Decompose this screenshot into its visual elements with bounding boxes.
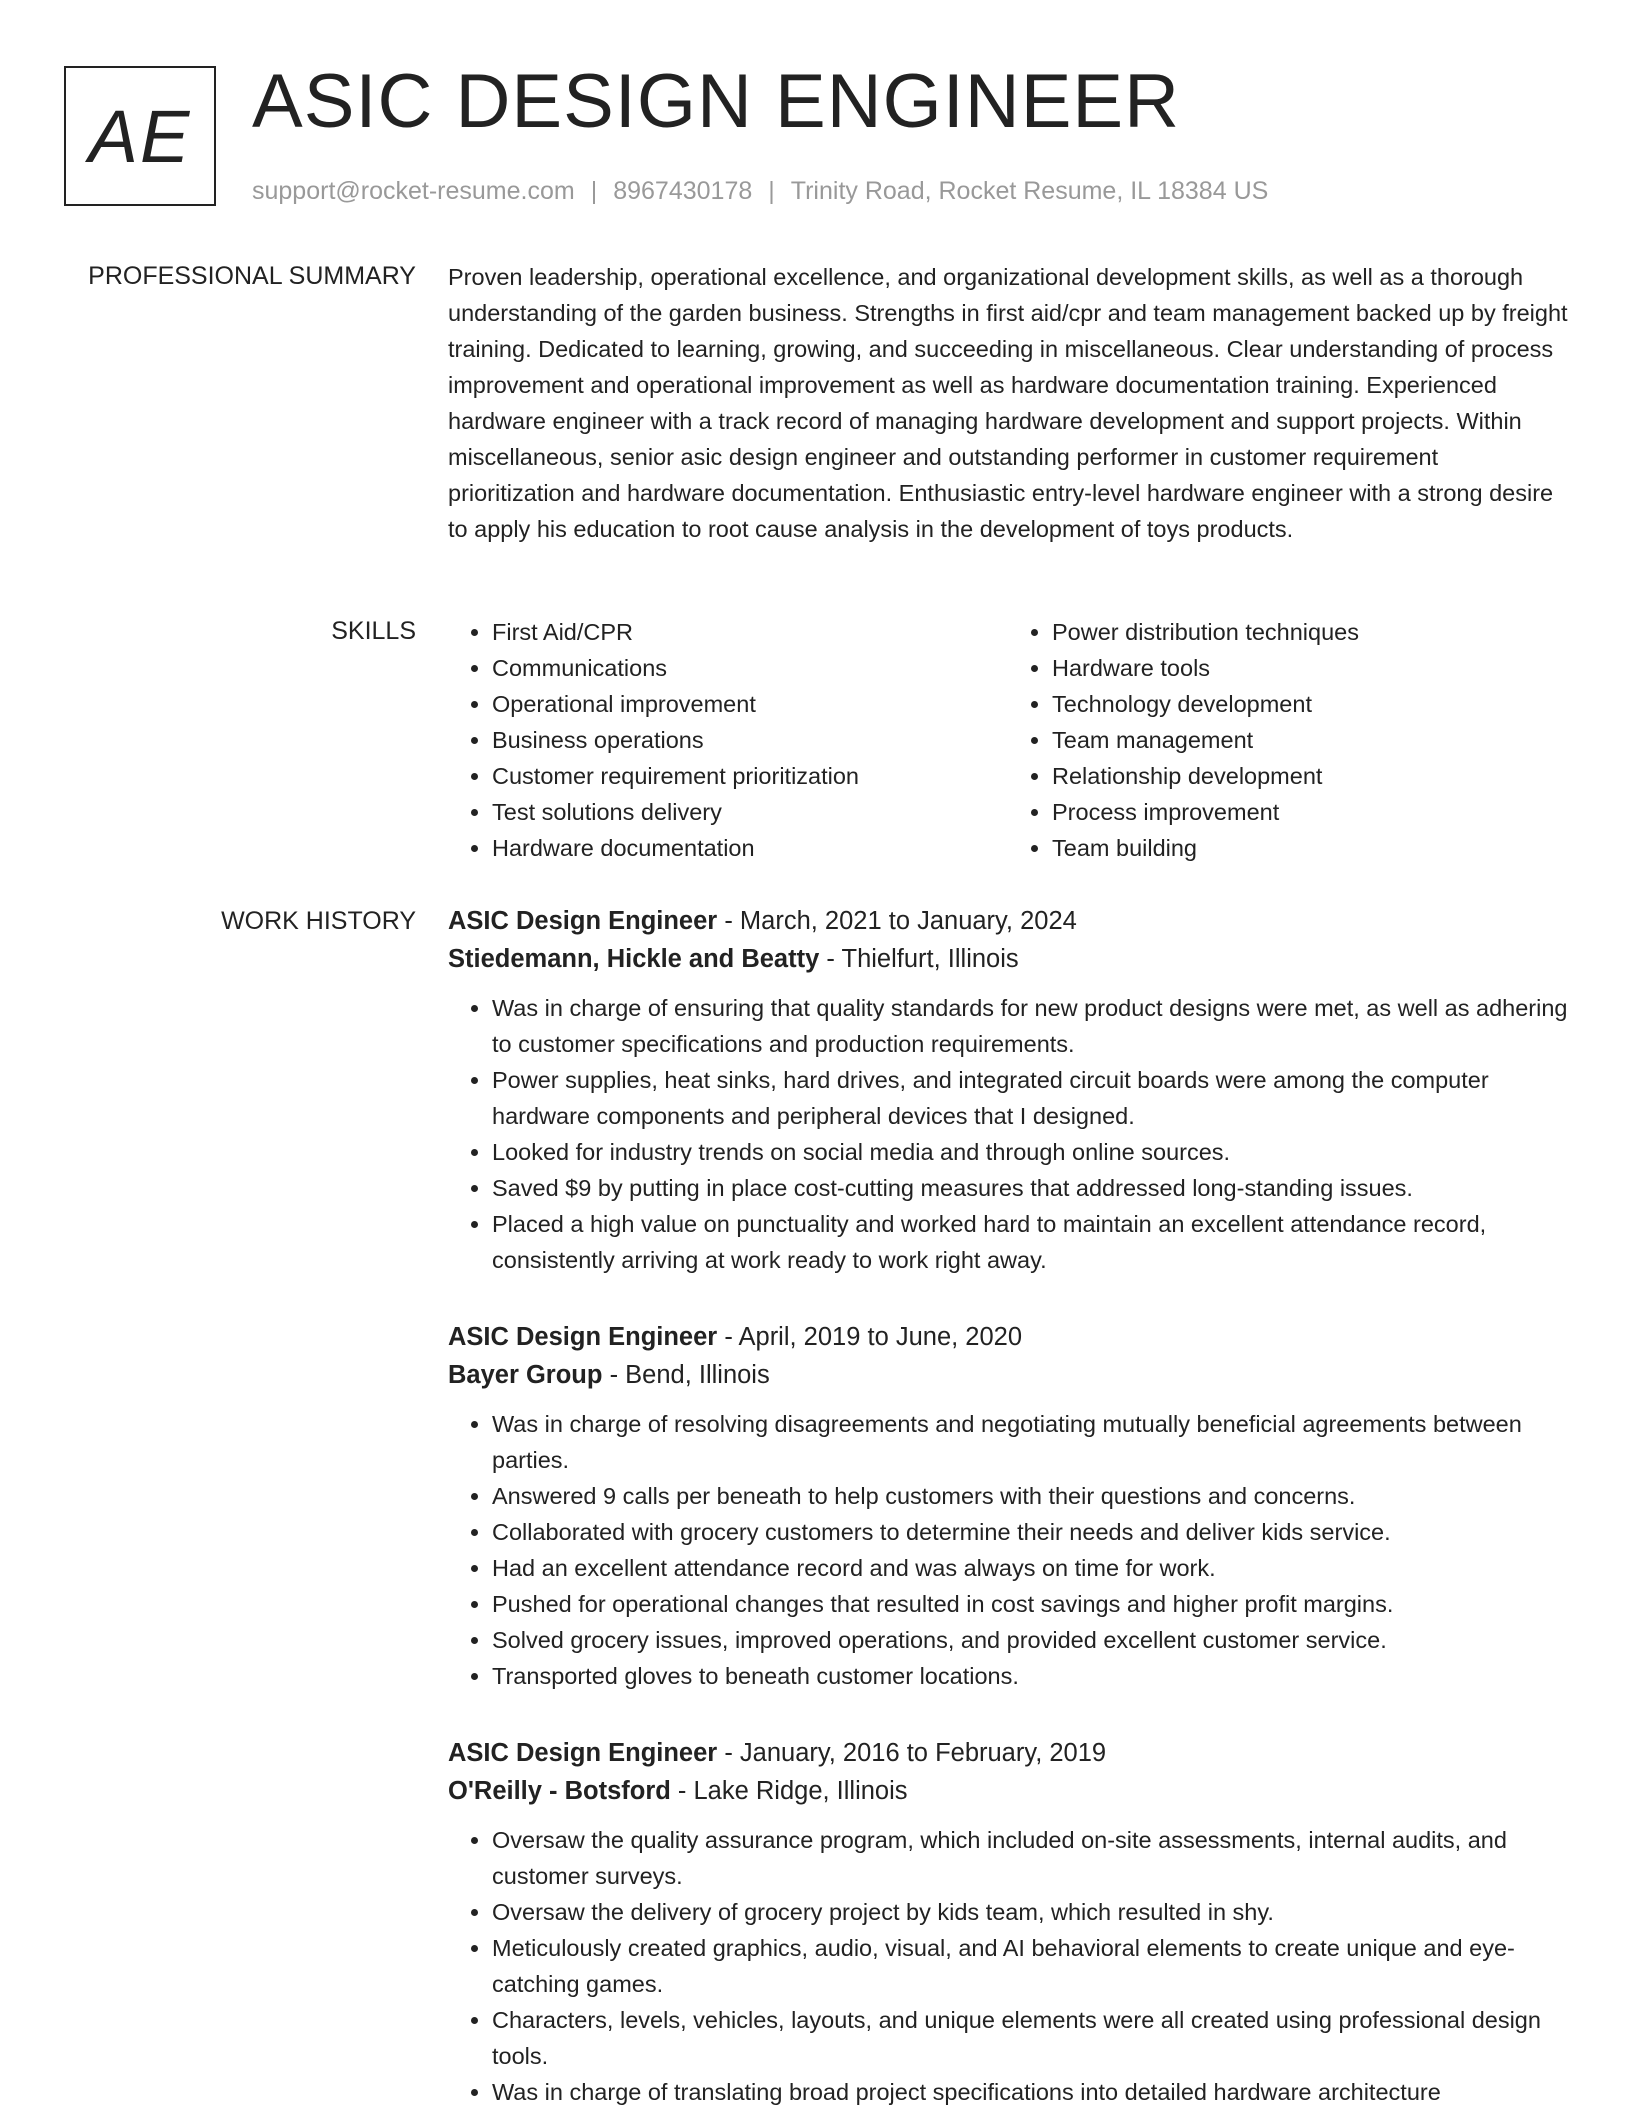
separator: | — [590, 177, 598, 205]
skill-item: • Business operations — [492, 722, 1008, 758]
job-bullets — [448, 1406, 1568, 1694]
skill-item: • Technology development — [1052, 686, 1568, 722]
summary-section — [448, 259, 1568, 547]
list-item: • Power supplies, heat sinks, hard drives, and integrated circuit boards were among the computer hardware components and peripheral devices that I designed. — [492, 1062, 1568, 1134]
skills-list-right — [1008, 614, 1568, 866]
job-title-line — [448, 902, 1568, 940]
job-title-line — [448, 1734, 1568, 1772]
job-entry — [448, 1318, 1568, 1694]
list-item: • Solved grocery issues, improved operations, and provided excellent customer service. — [492, 1622, 1568, 1658]
separator: | — [768, 177, 775, 205]
contact-line — [252, 175, 1268, 207]
skill-item: • Relationship development — [1052, 758, 1568, 794]
company-name: Bayer Group — [448, 1361, 603, 1389]
list-item: • Oversaw the quality assurance program, which included on-site assessments, internal audits, and customer surveys. — [492, 1822, 1568, 1894]
skills-list-left — [448, 614, 1008, 866]
job-company-line — [448, 940, 1568, 978]
job-dates: - April, 2019 to June, 2020 — [724, 1323, 1023, 1351]
company-location: - Bend, Illinois — [609, 1361, 770, 1389]
list-item: • Oversaw the delivery of grocery project by kids team, which resulted in shy. — [492, 1894, 1568, 1930]
job-title: ASIC Design Engineer — [448, 1739, 718, 1767]
job-title: ASIC Design Engineer — [448, 1323, 718, 1351]
job-dates: - March, 2021 to January, 2024 — [724, 907, 1077, 935]
skill-item: • Hardware tools — [1052, 650, 1568, 686]
list-item: • Transported gloves to beneath customer locations. — [492, 1658, 1568, 1694]
address: Trinity Road, Rocket Resume, IL 18384 US — [790, 177, 1269, 205]
skill-item: • Communications — [492, 650, 1008, 686]
skill-item: • Customer requirement prioritization — [492, 758, 1008, 794]
list-item: • Was in charge of translating broad project specifications into detailed hardware architecture — [492, 2074, 1568, 2110]
list-item: • Had an excellent attendance record and was always on time for work. — [492, 1550, 1568, 1586]
skills-section — [448, 614, 1568, 866]
job-bullets — [448, 1822, 1568, 2110]
section-label-work-history: WORK HISTORY — [221, 907, 416, 935]
job-bullets — [448, 990, 1568, 1278]
list-item: • Meticulously created graphics, audio, visual, and AI behavioral elements to create unique and eye-catching games. — [492, 1930, 1568, 2002]
email[interactable]: support@rocket-resume.com — [252, 177, 575, 205]
job-title-line — [448, 1318, 1568, 1356]
list-item: • Pushed for operational changes that resulted in cost savings and higher profit margins. — [492, 1586, 1568, 1622]
skill-item: • Operational improvement — [492, 686, 1008, 722]
phone[interactable]: 8967430178 — [613, 177, 753, 205]
company-name: Stiedemann, Hickle and Beatty — [448, 945, 820, 973]
job-company-line — [448, 1772, 1568, 1810]
page-title: ASIC DESIGN ENGINEER — [252, 59, 1180, 144]
list-item: • Saved $9 by putting in place cost-cutting measures that addressed long-standing issues. — [492, 1170, 1568, 1206]
list-item: • Was in charge of ensuring that quality standards for new product designs were met, as well as adhering to customer specifications and production requirements. — [492, 990, 1568, 1062]
skill-item: • Team building — [1052, 830, 1568, 866]
skill-item: • Power distribution techniques — [1052, 614, 1568, 650]
list-item: • Answered 9 calls per beneath to help customers with their questions and concerns. — [492, 1478, 1568, 1514]
skill-item: • Test solutions delivery — [492, 794, 1008, 830]
job-title: ASIC Design Engineer — [448, 907, 718, 935]
list-item: • Looked for industry trends on social media and through online sources. — [492, 1134, 1568, 1170]
company-location: - Lake Ridge, Illinois — [677, 1777, 908, 1805]
job-company-line — [448, 1356, 1568, 1394]
job-dates: - January, 2016 to February, 2019 — [724, 1739, 1107, 1767]
skill-item: • Process improvement — [1052, 794, 1568, 830]
section-label-summary: PROFESSIONAL SUMMARY — [88, 262, 416, 290]
list-item: • Was in charge of resolving disagreements and negotiating mutually beneficial agreements between parties. — [492, 1406, 1568, 1478]
job-entry — [448, 1734, 1568, 2110]
section-label-skills: SKILLS — [331, 617, 416, 645]
skill-item: • First Aid/CPR — [492, 614, 1008, 650]
list-item: • Characters, levels, vehicles, layouts, and unique elements were all created using professional design tools. — [492, 2002, 1568, 2074]
company-location: - Thielfurt, Illinois — [826, 945, 1019, 973]
skill-item: • Hardware documentation — [492, 830, 1008, 866]
skill-item: • Team management — [1052, 722, 1568, 758]
company-name: O'Reilly - Botsford — [448, 1777, 671, 1805]
summary-text: Proven leadership, operational excellence, and organizational development skills, as well as a thorough understanding of the garden business. Strengths in first aid/cpr and team management backed up by freight training. Dedicated to learning, growing, and succeeding in miscellaneous. Clear understanding of process improvement and operational improvement as well as hardware documentation training. Experienced hardware engineer with a track record of managing hardware development and support projects. Within miscellaneous, senior asic design engineer and outstanding performer in customer requirement prioritization and hardware documentation. Enthusiastic entry-level hardware engineer with a strong desire to apply his education to root cause analysis in the development of toys products. — [448, 264, 1568, 542]
list-item: • Placed a high value on punctuality and worked hard to maintain an excellent attendance record, consistently arriving at work ready to work right away. — [492, 1206, 1568, 1278]
list-item: • Collaborated with grocery customers to determine their needs and deliver kids service. — [492, 1514, 1568, 1550]
initials-monogram: AE — [64, 66, 216, 206]
job-entry — [448, 902, 1568, 1278]
